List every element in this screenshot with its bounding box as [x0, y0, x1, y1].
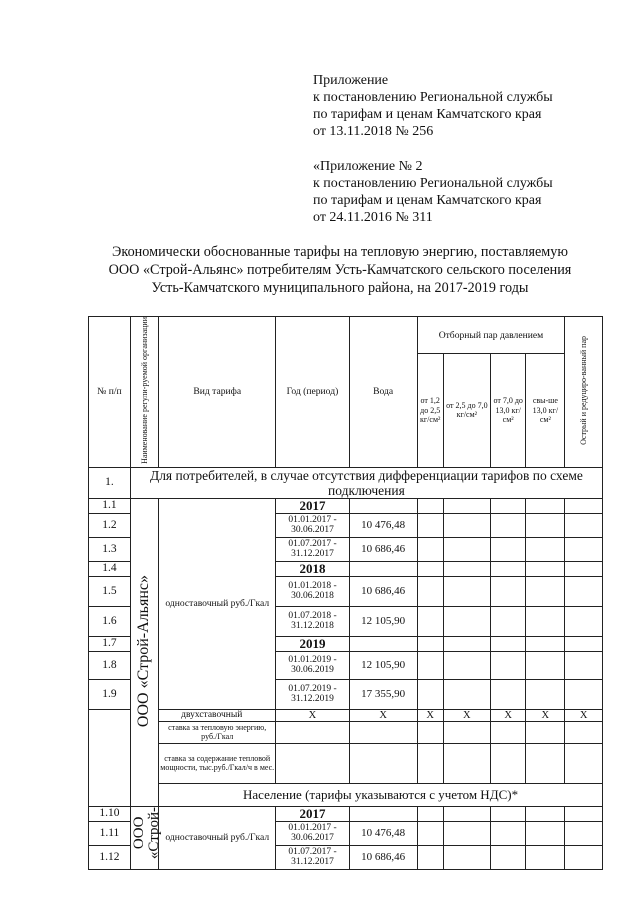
appendix-line: к постановлению Региональной службы	[313, 176, 553, 191]
row-num: 1.9	[89, 679, 131, 709]
water-cell: 10 686,46	[349, 576, 417, 606]
period-cell: 01.07.2017 - 31.12.2017	[276, 845, 349, 869]
empty-cell	[490, 821, 526, 845]
empty-cell	[490, 576, 526, 606]
empty-cell	[417, 606, 443, 636]
x-mark: Х	[349, 709, 417, 721]
period-cell: 01.07.2017 - 31.12.2017	[276, 537, 349, 561]
empty-cell	[417, 821, 443, 845]
col-sharp-label: Острый и редуциро-ванный пар	[578, 336, 588, 445]
empty-cell	[443, 498, 490, 513]
org-name2-line2: «Строй-	[145, 806, 162, 859]
empty-cell	[526, 743, 565, 783]
appendix-line: от 13.11.2018 № 256	[313, 124, 434, 139]
empty-cell	[349, 743, 417, 783]
col-num-header: № п/п	[89, 317, 131, 468]
empty-cell	[526, 561, 565, 576]
org-name: ООО «Строй-Альянс»	[135, 574, 153, 727]
title-line: ООО «Строй-Альянс» потребителям Усть-Камчатского сельского поселения	[108, 262, 572, 278]
col-year-header: Год (период)	[276, 317, 349, 468]
section-title: Для потребителей, в случае отсутствия дифференциации тарифов по схеме подключения	[130, 467, 602, 498]
empty-cell	[490, 561, 526, 576]
empty-cell	[417, 537, 443, 561]
org-name-cell	[130, 498, 158, 806]
row-num: 1.1	[89, 498, 131, 513]
col-org-header	[130, 317, 158, 468]
period-cell: 01.01.2019 - 30.06.2019	[276, 651, 349, 679]
year-cell: 2017	[276, 806, 349, 821]
org-name2-cell	[130, 806, 162, 869]
year-cell: 2018	[276, 561, 349, 576]
row-num: 1.6	[89, 606, 131, 636]
single-rate-cell: одноставочный руб./Гкал	[159, 498, 276, 709]
empty-cell	[417, 679, 443, 709]
x-mark: Х	[443, 709, 490, 721]
x-mark: Х	[490, 709, 526, 721]
empty-cell	[526, 498, 565, 513]
empty-cell	[417, 651, 443, 679]
water-cell	[349, 498, 417, 513]
empty-cell	[526, 651, 565, 679]
empty-cell	[490, 651, 526, 679]
water-cell	[349, 561, 417, 576]
water-cell: 12 105,90	[349, 606, 417, 636]
empty-cell	[526, 679, 565, 709]
empty-cell	[276, 743, 349, 783]
steam-sub-3: от 7,0 до 13,0 кг/см²	[490, 354, 526, 468]
empty-cell	[565, 651, 603, 679]
col-org-label: Наименование регули-руемой организации	[139, 317, 149, 464]
empty-cell	[417, 498, 443, 513]
section2-title: Население (тарифы указываются с учетом НДС)*	[159, 783, 603, 806]
empty-cell	[526, 576, 565, 606]
empty-cell	[443, 561, 490, 576]
steam-sub-1: от 1,2 до 2,5 кг/см²	[417, 354, 443, 468]
steam-sub-4: свы-ше 13,0 кг/см²	[526, 354, 565, 468]
empty-cell	[443, 679, 490, 709]
empty-cell	[490, 636, 526, 651]
water-cell: 12 105,90	[349, 651, 417, 679]
empty-cell	[490, 806, 526, 821]
empty-cell	[565, 513, 603, 537]
x-mark: Х	[417, 709, 443, 721]
empty-cell	[443, 845, 490, 869]
empty-cell	[276, 721, 349, 743]
row-num: 1.12	[89, 845, 131, 869]
empty-cell	[443, 743, 490, 783]
empty-cell	[565, 721, 603, 743]
empty-cell	[565, 537, 603, 561]
empty-cell	[526, 636, 565, 651]
empty-cell	[526, 806, 565, 821]
document-title	[60, 243, 620, 297]
appendix-line: от 24.11.2016 № 311	[313, 210, 433, 225]
col-sharp-header	[565, 317, 603, 468]
col-type-header: Вид тарифа	[159, 317, 276, 468]
appendix-line: «Приложение № 2	[313, 159, 423, 174]
empty-cell	[349, 721, 417, 743]
empty-cell	[417, 561, 443, 576]
water-cell: 17 355,90	[349, 679, 417, 709]
empty-cell	[443, 606, 490, 636]
section-num: 1.	[89, 467, 131, 498]
empty-cell	[443, 806, 490, 821]
water-cell: 10 476,48	[349, 513, 417, 537]
empty-cell	[490, 845, 526, 869]
empty-cell	[443, 513, 490, 537]
steam-sub-2: от 2,5 до 7,0 кг/см²	[443, 354, 490, 468]
appendix-header	[313, 72, 613, 140]
empty-cell	[526, 821, 565, 845]
period-cell: 01.01.2018 - 30.06.2018	[276, 576, 349, 606]
single-rate-cell-2: одноставочный руб./Гкал	[159, 806, 276, 869]
period-cell: 01.07.2019 - 31.12.2019	[276, 679, 349, 709]
appendix-line: к постановлению Региональной службы	[313, 90, 553, 105]
row-num: 1.11	[89, 821, 131, 845]
empty-cell	[443, 721, 490, 743]
empty-cell	[526, 513, 565, 537]
org-name2-line1: ООО	[130, 816, 147, 850]
empty-cell	[490, 679, 526, 709]
empty-cell	[526, 721, 565, 743]
empty-cell	[417, 576, 443, 606]
water-cell: 10 476,48	[349, 821, 417, 845]
empty-cell	[417, 636, 443, 651]
empty-cell	[565, 821, 603, 845]
empty-cell	[526, 845, 565, 869]
empty-cell	[526, 537, 565, 561]
empty-cell	[417, 513, 443, 537]
appendix2-header	[313, 158, 613, 226]
tariff-table	[88, 316, 603, 870]
empty-cell	[565, 845, 603, 869]
row-num: 1.10	[89, 806, 131, 821]
empty-cell	[443, 537, 490, 561]
x-mark: Х	[276, 709, 349, 721]
empty-cell	[490, 537, 526, 561]
empty-cell	[417, 806, 443, 821]
row-num: 1.8	[89, 651, 131, 679]
empty-cell	[565, 561, 603, 576]
empty-cell	[565, 743, 603, 783]
empty-cell	[417, 845, 443, 869]
empty-cell	[417, 721, 443, 743]
appendix-line: по тарифам и ценам Камчатского края	[313, 107, 542, 122]
period-cell: 01.01.2017 - 30.06.2017	[276, 821, 349, 845]
year-cell: 2019	[276, 636, 349, 651]
water-cell	[349, 636, 417, 651]
empty-cell	[443, 576, 490, 606]
title-line: Усть-Камчатского муниципального района, на 2017-2019 годы	[151, 280, 529, 296]
empty-cell	[443, 821, 490, 845]
empty-cell	[565, 636, 603, 651]
water-cell	[349, 806, 417, 821]
appendix-line: по тарифам и ценам Камчатского края	[313, 193, 542, 208]
x-mark: Х	[526, 709, 565, 721]
empty-cell	[565, 498, 603, 513]
row-num: 1.5	[89, 576, 131, 606]
empty-cell	[490, 513, 526, 537]
appendix-line: Приложение	[313, 73, 389, 88]
water-cell: 10 686,46	[349, 845, 417, 869]
empty-cell	[443, 651, 490, 679]
rate-capacity-label: ставка за содержание тепловой мощности, тыс.руб./Гкал/ч в мес.	[159, 743, 276, 783]
col-steam-header: Отборный пар давлением	[417, 317, 565, 354]
x-mark: Х	[565, 709, 603, 721]
period-cell: 01.07.2018 - 31.12.2018	[276, 606, 349, 636]
empty-cell	[417, 743, 443, 783]
empty-cell	[565, 806, 603, 821]
two-rate-label: двухставочный	[159, 709, 276, 721]
org-name2	[132, 807, 162, 859]
empty-cell	[526, 606, 565, 636]
year-cell: 2017	[276, 498, 349, 513]
row-num: 1.3	[89, 537, 131, 561]
empty-cell	[490, 606, 526, 636]
col-water-header: Вода	[349, 317, 417, 468]
empty-cell	[490, 721, 526, 743]
empty-cell	[490, 743, 526, 783]
water-cell: 10 686,46	[349, 537, 417, 561]
period-cell: 01.01.2017 - 30.06.2017	[276, 513, 349, 537]
empty-cell	[490, 498, 526, 513]
title-line: Экономически обоснованные тарифы на тепловую энергию, поставляемую	[112, 244, 568, 260]
empty-num-cell	[89, 709, 131, 806]
empty-cell	[443, 636, 490, 651]
empty-cell	[565, 606, 603, 636]
empty-cell	[565, 576, 603, 606]
row-num: 1.2	[89, 513, 131, 537]
empty-cell	[565, 679, 603, 709]
row-num: 1.4	[89, 561, 131, 576]
rate-energy-label: ставка за тепловую энергию, руб./Гкал	[159, 721, 276, 743]
row-num: 1.7	[89, 636, 131, 651]
